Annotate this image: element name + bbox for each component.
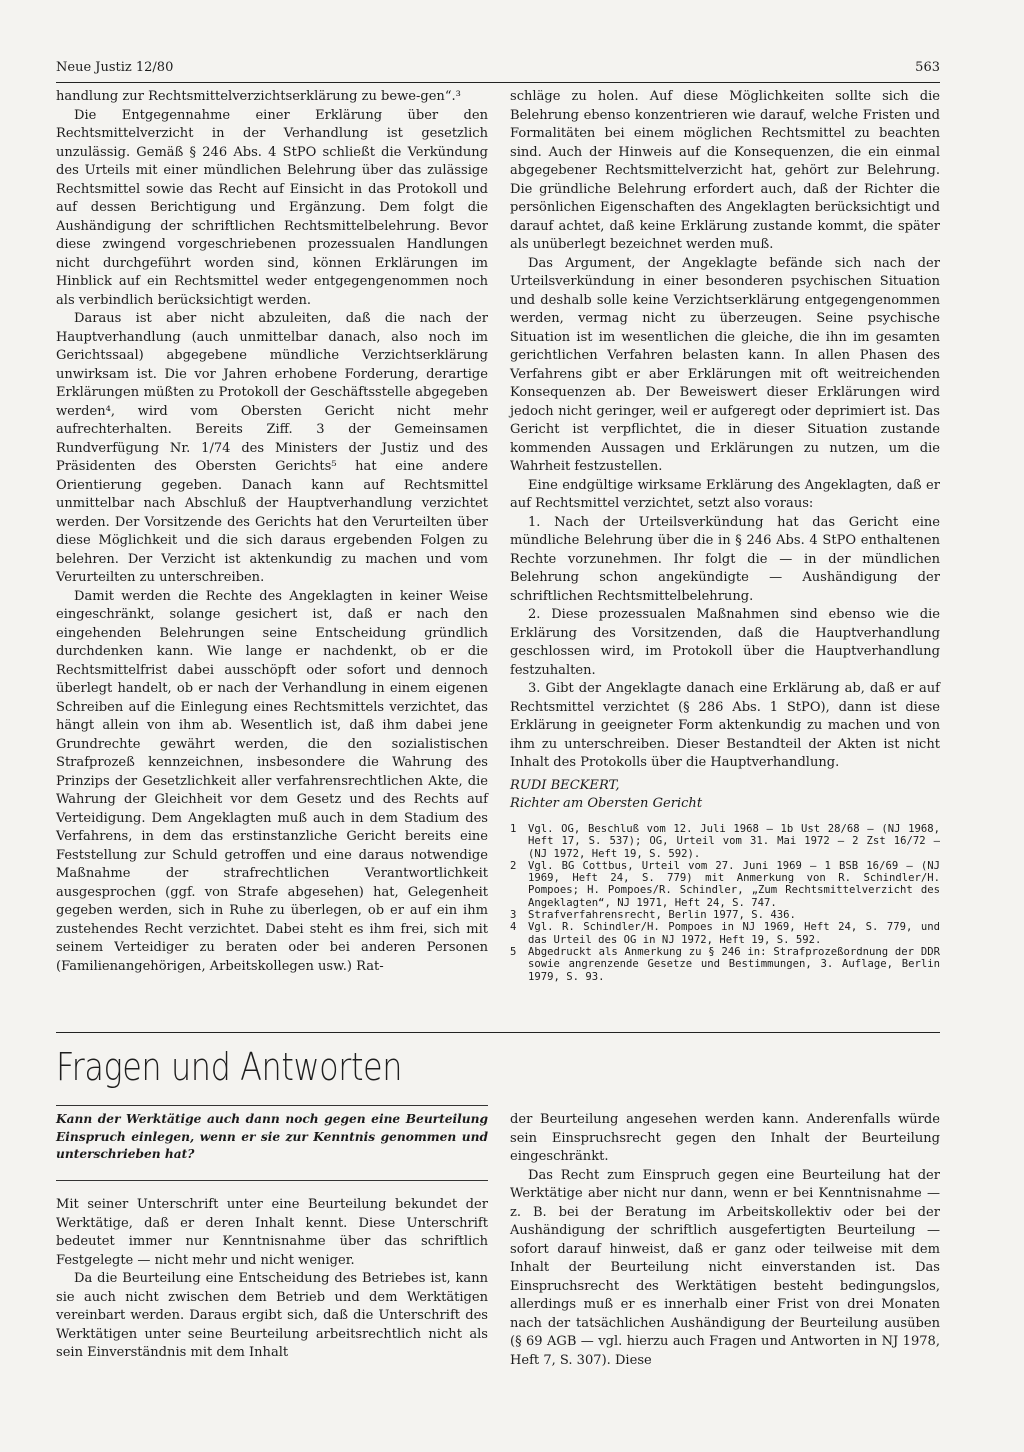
- paragraph: schläge zu holen. Auf diese Möglichkeiten sollte sich die Belehrung ebenso konzentrieren wie darauf, welche Fristen und Formalitäten bei einem möglichen Rechtsmittel zu beachten sind. Auch der Hinweis auf die Konsequenzen, die ein einmal abgegebener Rechtsmittelverzicht hat, gehört zur Belehrung. Die gründliche Belehrung erfordert auch, daß der Richter die persönlichen Eigenschaften des Angeklagten berücksichtigt und darauf achtet, daß keine Erklärung zustande kommt, die später als unüberlegt bezeichnet werden muß.: [510, 89, 940, 252]
- footnote-text: Vgl. R. Schindler/H. Pompoes in NJ 1969, Heft 24, S. 779, und das Urteil des OG in NJ 1972, Heft 19, S. 592.: [528, 921, 940, 946]
- footnote-text: Abgedruckt als Anmerkung zu § 246 in: Strafprozeßordnung der DDR sowie angrenzende Gesetze und Bestimmungen, 3. Auflage, Berlin 1979, S. 93.: [528, 945, 940, 983]
- paragraph: Daraus ist aber nicht abzuleiten, daß die nach der Hauptverhandlung (auch unmittelbar danach, also noch im Gerichtssaal) abgegebene mündliche Verzichtserklärung unwirksam ist. Die vor Jahren erhobene Forderung, derartige Erklärungen müßten zu Protokoll der Geschäftsstelle abgegeben werden⁴, wird vom Obersten Gericht nicht mehr aufrechterhalten. Bereits Ziff. 3 der Gemeinsamen Rundverfügung Nr. 1/74 des Ministers der Justiz und des Präsidenten des Obersten Gerichts⁵ hat eine andere Orientierung gegeben. Danach kann auf Rechtsmittel unmittelbar nach Abschluß der Hauptverhandlung verzichtet werden. Der Vorsitzende des Gerichts hat den Verurteilten über diese Möglichkeit und die sich daraus ergebenden Folgen zu belehren. Der Verzicht ist aktenkundig zu machen und vom Verurteilten zu unterschreiben.: [56, 311, 488, 585]
- section-divider: [56, 1032, 940, 1033]
- author-name: RUDI BECKERT,: [510, 777, 620, 793]
- list-item: 1. Nach der Urteilsverkündung hat das Gericht eine mündliche Belehrung über die in § 246 Abs. 4 StPO enthaltenen Rechte vorzunehmen. Ihr folgt die — in der mündlichen Belehrung schon angekündigte — Aushändigung der schriftlichen Rechtsmittelbelehrung.: [510, 514, 940, 604]
- running-head: [56, 60, 940, 83]
- journal-issue: Neue Justiz 12/80: [56, 60, 174, 75]
- footnote-text: Vgl. OG, Beschluß vom 12. Juli 1968 — 1b Ust 28/68 — (NJ 1968, Heft 17, S. 537); OG, Urteil vom 31. Mai 1972 — 2 Zst 16/72 — (NJ 1972, Heft 19, S. 592).: [528, 823, 940, 860]
- footnotes: [510, 823, 940, 983]
- paragraph: Da die Beurteilung eine Entscheidung des Betriebes ist, kann sie auch nicht zwischen dem Betrieb und dem Werktätigen vereinbart werden. Daraus ergibt sich, daß die Unterschrift des Werktätigen unter seine Beurteilung arbeitsrechtlich nicht als sein Einverständnis mit dem Inhalt: [56, 1271, 488, 1360]
- article-column-right: [510, 88, 940, 814]
- footnote-number: 3: [510, 909, 517, 922]
- answer-column-left: [56, 1196, 488, 1363]
- question-text: Kann der Werktätige auch dann noch gegen eine Beurteilung Einspruch einlegen, wenn er sie zur Kenntnis genommen und unterschrieben hat?: [56, 1112, 488, 1161]
- footnote-text: Vgl. BG Cottbus, Urteil vom 27. Juni 1969 — 1 BSB 16/69 — (NJ 1969, Heft 24, S. 779) mit Anmerkung von R. Schindler/H. Pompoes; H. Pompoes/R. Schindler, „Zum Rechtsmittelverzicht des Angeklagten“, NJ 1971, Heft 24, S. 747.: [528, 859, 940, 909]
- paragraph: handlung zur Rechtsmittelverzichtserklärung zu bewe-gen“.³: [56, 89, 461, 104]
- list-item: 2. Diese prozessualen Maßnahmen sind ebenso wie die Erklärung des Vorsitzenden, daß die Hauptverhandlung geschlossen wird, im Protokoll über die Hauptverhandlung festzuhalten.: [510, 607, 940, 678]
- footnote: [510, 860, 940, 909]
- page-number: 563: [915, 60, 940, 75]
- section-title: Fragen und Antworten: [56, 1045, 403, 1089]
- paragraph: Damit werden die Rechte des Angeklagten in keiner Weise eingeschränkt, solange gesichert ist, daß er nach den eingehenden Belehrungen seine Entscheidung gründlich durchdenken kann. Wie lange er nachdenkt, ob er die Rechtsmittelfrist dabei ausschöpft oder sofort und dennoch überlegt handelt, ob er nach der Verhandlung in einem eigenen Schreiben auf die Einlegung eines Rechtsmittels verzichtet, das hängt allein von ihm ab. Wesentlich ist, daß ihm dabei jene Grundrechte gewährt werden, die den sozialistischen Strafprozeß kennzeichnen, insbesondere die Wahrung des Prinzips der Gesetzlichkeit aller verfahrensrechtlichen Akte, die Wahrung der Gleichheit vor dem Gesetz und des Rechts auf Verteidigung. Dem Angeklagten muß auch in dem Stadium des Verfahrens, in dem das erstinstanzliche Gericht bereits eine Feststellung zur Schuld getroffen und eine daraus notwendige Maßnahme der strafrechtlichen Verantwortlichkeit ausgesprochen (ggf. von Strafe abgesehen) hat, Gelegenheit gegeben werden, sich in Ruhe zu überlegen, ob er auf ein ihm zustehendes Recht verzichtet. Dabei steht es ihm frei, sich mit seinem Verteidiger zu beraten oder bei anderen Personen (Familienangehörigen, Arbeitskollegen usw.) Rat-: [56, 588, 488, 974]
- footnote: [510, 909, 940, 921]
- footnote-number: 1: [510, 823, 517, 835]
- footnote: [510, 946, 940, 983]
- footnote-number: 4: [510, 921, 517, 934]
- paragraph: Mit seiner Unterschrift unter eine Beurteilung bekundet der Werktätige, daß er deren Inhalt kennt. Diese Unterschrift bedeutet immer nur Kenntnisnahme über das schriftlich Festgelegte — nicht mehr und nicht weniger.: [56, 1197, 488, 1268]
- answer-column-right: [510, 1111, 940, 1370]
- footnote: [510, 921, 940, 946]
- footnote-text: Strafverfahrensrecht, Berlin 1977, S. 436.: [528, 909, 796, 922]
- footnote-number: 2: [510, 859, 517, 872]
- author-title: Richter am Obersten Gericht: [510, 796, 703, 811]
- article-column-left: [56, 88, 488, 976]
- question-rule-top: [56, 1105, 488, 1106]
- question-rule-bottom: [56, 1180, 488, 1181]
- paragraph: der Beurteilung angesehen werden kann. Anderenfalls würde sein Einspruchsrecht gegen den Inhalt der Beurteilung eingeschränkt.: [510, 1112, 940, 1164]
- paragraph: Das Recht zum Einspruch gegen eine Beurteilung hat der Werktätige aber nicht nur dann, wenn er bei Kenntnisnahme — z. B. bei der Beratung im Arbeitskollektiv oder bei der Aushändigung der schriftlich ausgefertigten Beurteilung — sofort darauf hinweist, daß er ganz oder teilweise mit dem Inhalt der Beurteilung nicht einverstanden ist. Das Einspruchsrecht des Werktätigen besteht bedingungslos, allerdings muß er es innerhalb einer Frist von drei Monaten nach der tatsächlichen Aushändigung der Beurteilung ausüben (§ 69 AGB — vgl. hierzu auch Fragen und Antworten in NJ 1978, Heft 7, S. 307). Diese: [510, 1167, 940, 1368]
- paragraph: Das Argument, der Angeklagte befände sich nach der Urteilsverkündung in einer besonderen psychischen Situation und deshalb solle keine Verzichtserklärung entgegengenommen werden, vermag nicht zu überzeugen. Seine psychische Situation ist im wesentlichen die gleiche, die ihn im gesamten gerichtlichen Verfahren belasten kann. In allen Phasen des Verfahrens gibt er aber Erklärungen mit oft weitreichenden Konsequenzen ab. Der Beweiswert dieser Erklärungen wird jedoch nicht geringer, weil er aufgeregt oder deprimiert ist. Das Gericht ist verpflichtet, die in dieser Situation zustande kommenden Aussagen und Erklärungen zu nutzen, um die Wahrheit festzustellen.: [510, 255, 940, 474]
- list-item: 3. Gibt der Angeklagte danach eine Erklärung ab, daß er auf Rechtsmittel verzichtet (§ 286 Abs. 1 StPO), dann ist diese Erklärung in geeigneter Form aktenkundig zu machen und von ihm zu unterschreiben. Dieser Bestandteil der Akten ist nicht Inhalt des Protokolls über die Hauptverhandlung.: [510, 681, 940, 770]
- footnote: [510, 823, 940, 860]
- paragraph: Die Entgegennahme einer Erklärung über den Rechtsmittelverzicht in der Verhandlung ist gesetzlich unzulässig. Gemäß § 246 Abs. 4 StPO schließt die Verkündung des Urteils mit einer mündlichen Belehrung über das zulässige Rechtsmittel sowie das Recht auf Einsicht in das Protokoll und auf dessen Berichtigung und Ergänzung. Dem folgt die Aushändigung der schriftlichen Rechtsmittelbelehrung. Bevor diese zwingend vorgeschriebenen prozessualen Handlungen nicht durchgeführt worden sind, können Erklärungen im Hinblick auf ein Rechtsmittel weder entgegengenommen noch als verbindlich berücksichtigt werden.: [56, 107, 488, 308]
- footnote-number: 5: [510, 945, 517, 958]
- paragraph: Eine endgültige wirksame Erklärung des Angeklagten, daß er auf Rechtsmittel verzichtet, setzt also voraus:: [510, 477, 940, 511]
